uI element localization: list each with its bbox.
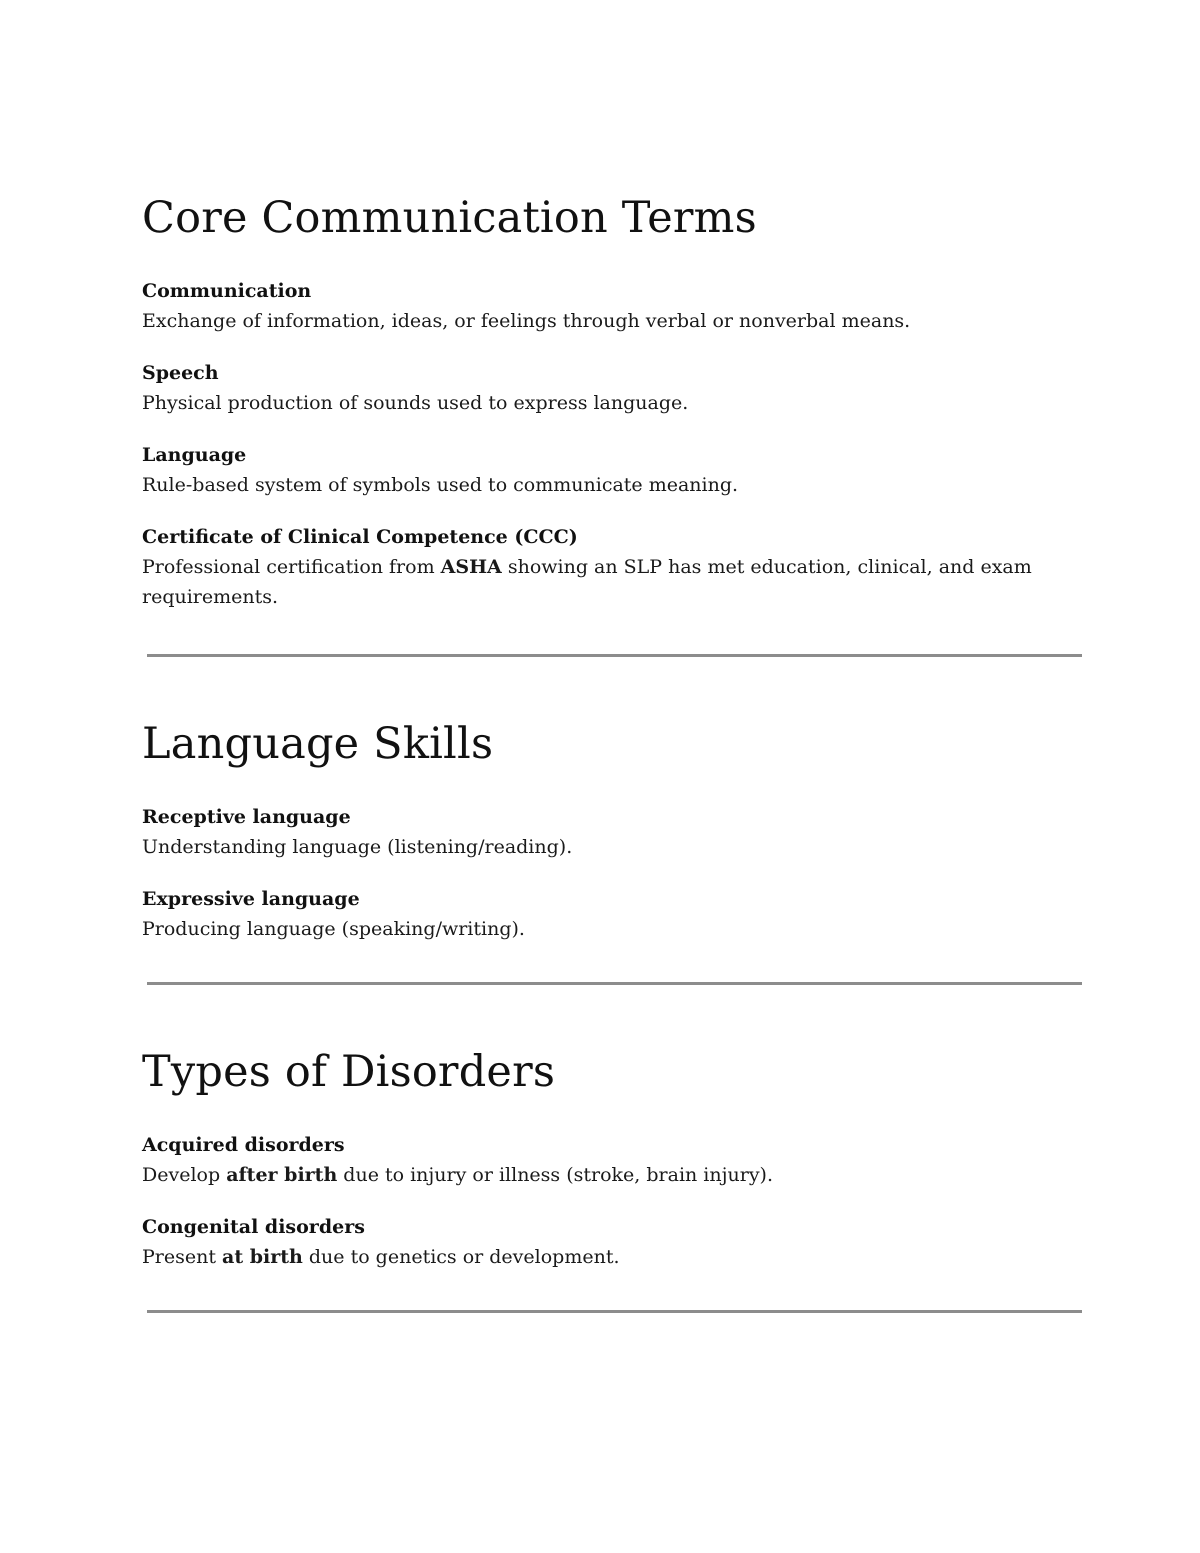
definition-text: showing an SLP has met education, clinical, and exam requirements. (142, 556, 1032, 608)
term-definition (142, 1160, 1082, 1190)
section-types-of-disorders (142, 1044, 1082, 1294)
term-congenital-disorders (142, 1212, 1082, 1272)
term-language (142, 440, 1082, 500)
term-definition: Understanding language (listening/reading). (142, 836, 573, 858)
section-title: Core Communication Terms (142, 193, 757, 243)
definition-emphasis: after birth (226, 1164, 338, 1186)
term-acquired-disorders (142, 1130, 1082, 1190)
term-definition: Exchange of information, ideas, or feelings through verbal or nonverbal means. (142, 310, 911, 332)
term-name: Communication (142, 280, 312, 302)
term-definition: Producing language (speaking/writing). (142, 918, 525, 940)
definition-emphasis: ASHA (440, 556, 502, 578)
definition-emphasis: at birth (222, 1246, 303, 1268)
definition-text: Develop (142, 1164, 227, 1186)
term-name: Expressive language (142, 888, 360, 910)
section-divider (147, 982, 1082, 985)
term-definition (142, 1242, 1082, 1272)
section-title: Types of Disorders (142, 1047, 556, 1097)
term-name: Certificate of Clinical Competence (CCC) (142, 526, 578, 548)
term-receptive-language (142, 802, 1082, 862)
term-definition: Physical production of sounds used to express language. (142, 392, 689, 414)
definition-text: Present (142, 1246, 223, 1268)
definition-text: Professional certification from (142, 556, 441, 578)
section-divider (147, 1310, 1082, 1313)
term-speech (142, 358, 1082, 418)
term-name: Speech (142, 362, 219, 384)
term-communication (142, 276, 1082, 336)
term-definition (142, 552, 1082, 612)
term-name: Language (142, 444, 247, 466)
term-expressive-language (142, 884, 1082, 944)
term-ccc (142, 522, 1082, 612)
term-definition: Rule-based system of symbols used to communicate meaning. (142, 474, 739, 496)
section-divider (147, 654, 1082, 657)
section-core-communication-terms (142, 190, 1082, 634)
term-name: Receptive language (142, 806, 351, 828)
definition-text: due to genetics or development. (302, 1246, 620, 1268)
definition-text: due to injury or illness (stroke, brain injury). (337, 1164, 774, 1186)
section-title: Language Skills (142, 719, 494, 769)
term-name: Congenital disorders (142, 1216, 365, 1238)
section-language-skills (142, 716, 1082, 966)
term-name: Acquired disorders (142, 1134, 345, 1156)
